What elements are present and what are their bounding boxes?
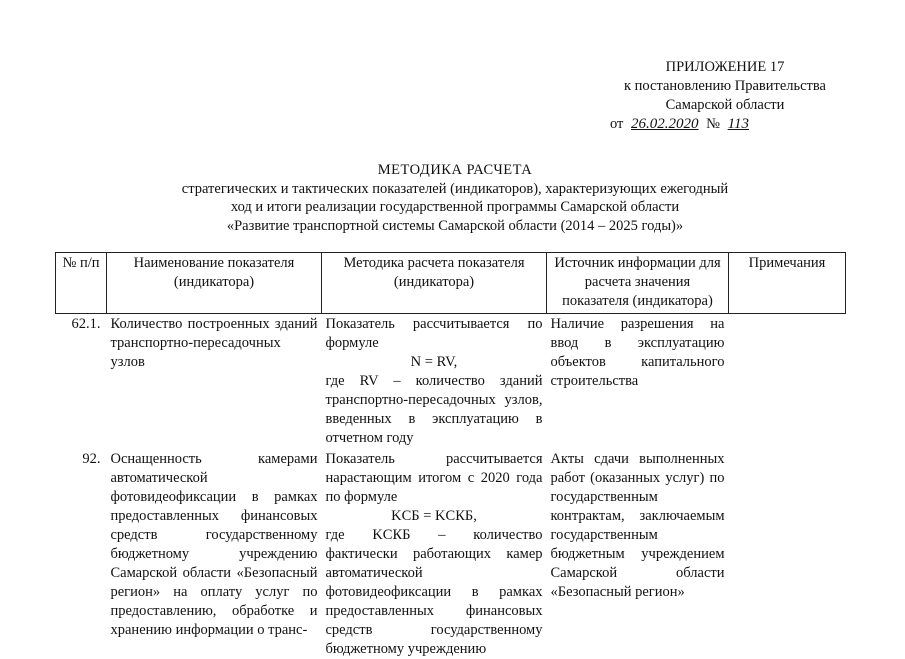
header-num: № п/п — [56, 253, 107, 314]
row-indicator-name: Оснащенность камерами автоматической фотовидеофиксации в рамках предоставленных финансовых средств государственному бюджетному учреждению Самарской области «Безопасный регион» на оплату услуг по предоставлению, обработке и хранению информации о транс- — [110, 451, 318, 638]
handwritten-number: 113 — [727, 116, 750, 132]
handwritten-date: 26.02.2020 — [631, 116, 699, 132]
table-header-row — [56, 253, 846, 314]
method-intro: Показатель рассчитывается нарастающим итогом с 2020 года по формуле — [325, 451, 543, 505]
row-source: Наличие разрешения на ввод в эксплуатацию объектов капитального строительства — [550, 316, 725, 389]
table-row — [56, 314, 846, 449]
row-notes — [729, 314, 846, 449]
method-description: где RV – количество зданий транспортно-пересадочных узлов, введенных в эксплуатацию в отчетном году — [325, 373, 543, 446]
title-line-3: «Развитие транспортной системы Самарской области (2014 – 2025 годы)» — [226, 217, 684, 234]
header-name: Наименование показателя (индикатора) — [107, 253, 322, 314]
row-number: 62.1. — [71, 316, 101, 332]
appendix-block — [560, 58, 890, 134]
row-number: 92. — [82, 451, 101, 467]
method-formula: KСБ = KСКБ, — [391, 508, 477, 524]
number-prefix: № — [706, 116, 720, 132]
header-notes: Примечания — [729, 253, 846, 314]
method-intro: Показатель рассчитывается по формуле — [325, 316, 543, 351]
appendix-region: Самарской области — [665, 97, 785, 113]
title-main: МЕТОДИКА РАСЧЕТА — [377, 162, 533, 178]
method-formula: N = RV, — [410, 354, 458, 370]
date-prefix: от — [610, 116, 624, 132]
row-notes — [729, 448, 846, 659]
row-method — [322, 314, 547, 449]
row-indicator-name: Количество построенных зданий транспортно-пересадочных узлов — [110, 316, 318, 370]
title-line-2: ход и итоги реализации государственной программы Самарской области — [230, 199, 680, 215]
table-row — [56, 448, 846, 659]
appendix-resolution: к постановлению Правительства — [624, 78, 826, 94]
indicators-table — [55, 252, 846, 659]
method-description: где KСКБ – количество фактически работающих камер автоматической фотовидеофиксации в рамках предоставленных финансовых средств государственному бюджетному учреждению — [325, 527, 543, 657]
header-source: Источник информации для расчета значения показателя (индикатора) — [547, 253, 729, 314]
row-source: Акты сдачи выполненных работ (оказанных услуг) по государственным контрактам, заключаемым государственным бюджетным учреждением Самарской области «Безопасный регион» — [550, 451, 725, 600]
document-title — [140, 161, 770, 235]
row-method — [322, 448, 547, 659]
header-method: Методика расчета показателя (индикатора) — [322, 253, 547, 314]
appendix-date-line — [610, 115, 890, 134]
appendix-title: ПРИЛОЖЕНИЕ 17 — [665, 59, 785, 75]
title-line-1: стратегических и тактических показателей (индикаторов), характеризующих ежегодный — [181, 180, 729, 197]
